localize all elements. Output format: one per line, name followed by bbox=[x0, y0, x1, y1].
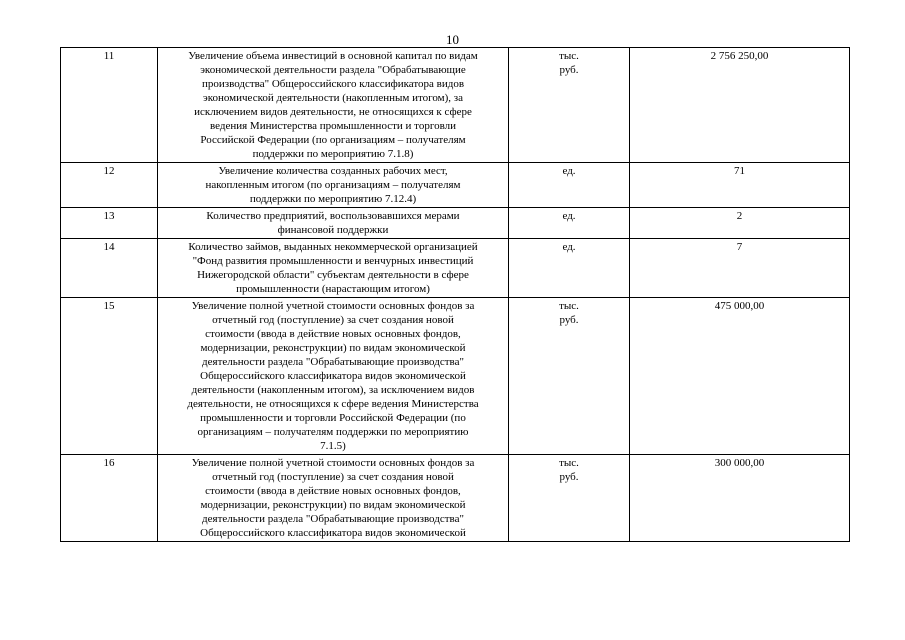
unit-cell bbox=[509, 163, 630, 208]
indicator-name-line: поддержки по мероприятию 7.12.4) bbox=[249, 193, 417, 205]
table-row bbox=[61, 298, 850, 455]
indicator-name-line: стоимости (ввода в действие новых основных фондов, bbox=[205, 485, 461, 497]
indicator-name-line: Нижегородской области" субъектам деятельности в сфере bbox=[197, 269, 469, 281]
row-number-cell: 16 bbox=[61, 455, 158, 542]
row-number-cell: 11 bbox=[61, 48, 158, 163]
indicator-name-line: Количество предприятий, воспользовавшихся мерами bbox=[206, 210, 460, 222]
unit-line: руб. bbox=[559, 64, 579, 76]
value-cell: 2 bbox=[630, 208, 850, 239]
table-row bbox=[61, 455, 850, 542]
unit-cell bbox=[509, 208, 630, 239]
indicator-name-line: Общероссийского классификатора видов экономической bbox=[200, 527, 466, 539]
indicator-name-cell bbox=[158, 239, 509, 298]
indicator-name-line: поддержки по мероприятию 7.1.8) bbox=[252, 148, 414, 160]
table-row bbox=[61, 239, 850, 298]
unit-line: руб. bbox=[559, 314, 579, 326]
unit-line: ед. bbox=[562, 241, 576, 253]
unit-line: тыс. bbox=[559, 457, 579, 469]
indicator-name-line: модернизации, реконструкции) по видам экономической bbox=[200, 342, 466, 354]
value-cell: 475 000,00 bbox=[630, 298, 850, 455]
indicator-name-line: организациям – получателям поддержки по мероприятию bbox=[197, 426, 469, 438]
indicators-table bbox=[60, 47, 850, 542]
indicator-name-cell bbox=[158, 163, 509, 208]
row-number-cell: 14 bbox=[61, 239, 158, 298]
indicator-name-line: модернизации, реконструкции) по видам экономической bbox=[200, 499, 466, 511]
indicator-name-line: экономической деятельности (накопленным итогом), за bbox=[202, 92, 464, 104]
row-number-cell: 15 bbox=[61, 298, 158, 455]
indicator-name-line: Увеличение количества созданных рабочих мест, bbox=[218, 165, 448, 177]
indicator-name-cell bbox=[158, 48, 509, 163]
unit-line: тыс. bbox=[559, 300, 579, 312]
indicator-name-line: отчетный год (поступление) за счет создания новой bbox=[212, 314, 454, 326]
table-row bbox=[61, 48, 850, 163]
row-number-cell: 12 bbox=[61, 163, 158, 208]
indicators-table-body bbox=[61, 48, 850, 542]
indicator-name-line: ведения Министерства промышленности и торговли bbox=[209, 120, 457, 132]
indicator-name-line: отчетный год (поступление) за счет создания новой bbox=[212, 471, 454, 483]
indicator-name-line: финансовой поддержки bbox=[277, 224, 389, 236]
row-number-cell: 13 bbox=[61, 208, 158, 239]
value-cell: 2 756 250,00 bbox=[630, 48, 850, 163]
indicator-name-line: производства" Общероссийского классификатора видов bbox=[201, 78, 465, 90]
table-row bbox=[61, 208, 850, 239]
page-number: 10 bbox=[446, 32, 459, 47]
indicator-name-line: накопленным итогом (по организациям – получателям bbox=[205, 179, 461, 191]
indicator-name-cell bbox=[158, 298, 509, 455]
indicator-name-line: Российской Федерации (по организациям – получателям bbox=[200, 134, 466, 146]
indicator-name-line: стоимости (ввода в действие новых основных фондов, bbox=[205, 328, 461, 340]
indicator-name-line: деятельности раздела "Обрабатывающие производства" bbox=[202, 513, 464, 525]
indicator-name-line: деятельности раздела "Обрабатывающие производства" bbox=[202, 356, 464, 368]
table-row bbox=[61, 163, 850, 208]
unit-line: тыс. bbox=[559, 50, 579, 62]
value-cell: 300 000,00 bbox=[630, 455, 850, 542]
value-cell: 71 bbox=[630, 163, 850, 208]
indicator-name-line: промышленности и торговли Российской Федерации (по bbox=[200, 412, 466, 424]
unit-line: ед. bbox=[562, 210, 576, 222]
indicator-name-line: Увеличение полной учетной стоимости основных фондов за bbox=[191, 457, 475, 469]
unit-cell bbox=[509, 48, 630, 163]
unit-line: руб. bbox=[559, 471, 579, 483]
indicator-name-line: деятельности, не относящихся к сфере ведения Министерства bbox=[187, 398, 479, 410]
value-cell: 7 bbox=[630, 239, 850, 298]
indicator-name-line: промышленности (нарастающим итогом) bbox=[236, 283, 430, 295]
indicator-name-line: 7.1.5) bbox=[320, 440, 346, 452]
indicator-name-line: деятельности (накопленным итогом), за исключением видов bbox=[191, 384, 475, 396]
unit-cell bbox=[509, 298, 630, 455]
indicator-name-line: экономической деятельности раздела "Обрабатывающие bbox=[200, 64, 466, 76]
indicator-name-cell bbox=[158, 455, 509, 542]
unit-cell bbox=[509, 239, 630, 298]
unit-cell bbox=[509, 455, 630, 542]
indicator-name-line: "Фонд развития промышленности и венчурных инвестиций bbox=[192, 255, 474, 267]
indicator-name-line: Общероссийского классификатора видов экономической bbox=[200, 370, 466, 382]
indicator-name-line: Увеличение объема инвестиций в основной капитал по видам bbox=[188, 50, 478, 62]
indicator-name-line: исключением видов деятельности, не относящихся к сфере bbox=[194, 106, 472, 118]
unit-line: ед. bbox=[562, 165, 576, 177]
indicator-name-line: Увеличение полной учетной стоимости основных фондов за bbox=[191, 300, 475, 312]
indicator-name-cell bbox=[158, 208, 509, 239]
indicator-name-line: Количество займов, выданных некоммерческой организацией bbox=[188, 241, 478, 253]
